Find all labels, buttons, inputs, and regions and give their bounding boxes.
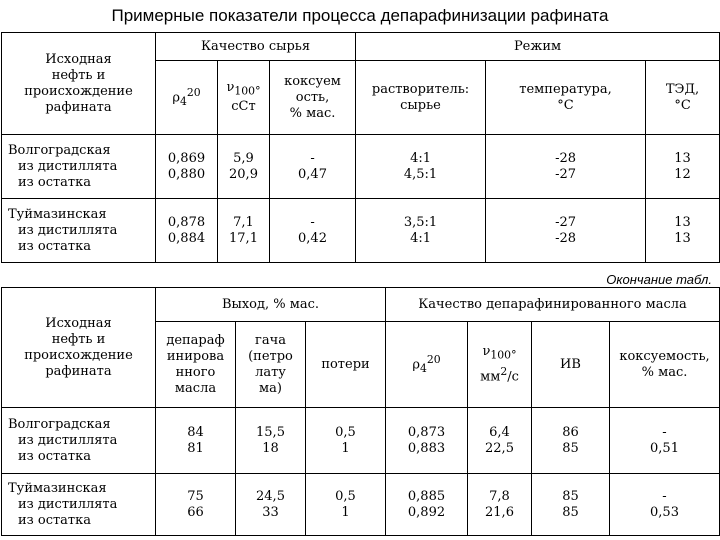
cell-losses: 0,5 1 — [306, 408, 386, 474]
col-header-ted: ТЭД, °С — [646, 61, 720, 135]
col-header-viscosity: $\nu_{100^\circ}$ сСт — [218, 61, 270, 135]
cell-coke: - 0,47 — [270, 135, 356, 199]
col-header-losses: потери — [306, 322, 386, 408]
group-header-quality: Качество сырья — [156, 33, 356, 61]
cell-ted: 13 13 — [646, 199, 720, 263]
col-header-coke: коксуемость, % мас. — [610, 322, 720, 408]
cell-density: 0,878 0,884 — [156, 199, 218, 263]
cell-density: 0,873 0,883 — [386, 408, 468, 474]
cell-density: 0,869 0,880 — [156, 135, 218, 199]
col-header-coke: коксуем ость, % мас. — [270, 61, 356, 135]
row-header-cell: Исходная нефть и происхождение рафината — [2, 288, 156, 408]
table-row — [2, 474, 720, 536]
cell-coke: - 0,53 — [610, 474, 720, 536]
cell-viscosity: 5,9 20,9 — [218, 135, 270, 199]
row-label: Туймазинская из дистиллята из остатка — [2, 474, 156, 536]
group-header-yield: Выход, % мас. — [156, 288, 386, 322]
row-label: Туймазинская из дистиллята из остатка — [2, 199, 156, 263]
row-label: Волгоградская из дистиллята из остатка — [2, 408, 156, 474]
cell-coke: - 0,42 — [270, 199, 356, 263]
cell-viscosity: 6,4 22,5 — [468, 408, 532, 474]
yield-and-product-quality-table — [1, 287, 720, 536]
cell-viscosity-index: 85 85 — [532, 474, 610, 536]
table-row — [2, 408, 720, 474]
cell-ted: 13 12 — [646, 135, 720, 199]
cell-temperature: -27 -28 — [486, 199, 646, 263]
cell-solvent-ratio: 3,5:1 4:1 — [356, 199, 486, 263]
col-header-density: $\rho_4^{20}$ — [386, 322, 468, 408]
row-label: Волгоградская из дистиллята из остатка — [2, 135, 156, 199]
cell-solvent-ratio: 4:1 4,5:1 — [356, 135, 486, 199]
col-header-gatch: гача (петро лату ма) — [236, 322, 306, 408]
document-title: Примерные показатели процесса депарафинизации рафината — [111, 6, 609, 25]
cell-dewaxed-oil: 84 81 — [156, 408, 236, 474]
col-header-viscosity: $\nu_{100^\circ}$ $мм^2/с$ — [468, 322, 532, 408]
cell-gatch: 24,5 33 — [236, 474, 306, 536]
col-header-dewaxed-oil: депараф инирова нного масла — [156, 322, 236, 408]
cell-gatch: 15,5 18 — [236, 408, 306, 474]
col-header-density: $\rho_4^{20}$ — [156, 61, 218, 135]
cell-losses: 0,5 1 — [306, 474, 386, 536]
row-header-cell: Исходная нефть и происхождение рафината — [2, 33, 156, 135]
table-row — [2, 135, 720, 199]
cell-viscosity: 7,8 21,6 — [468, 474, 532, 536]
cell-viscosity-index: 86 85 — [532, 408, 610, 474]
col-header-solvent-ratio: растворитель: сырье — [356, 61, 486, 135]
col-header-viscosity-index: ИВ — [532, 322, 610, 408]
cell-density: 0,885 0,892 — [386, 474, 468, 536]
cell-temperature: -28 -27 — [486, 135, 646, 199]
cell-viscosity: 7,1 17,1 — [218, 199, 270, 263]
table-row — [2, 199, 720, 263]
cell-dewaxed-oil: 75 66 — [156, 474, 236, 536]
col-header-temperature: температура, °С — [486, 61, 646, 135]
group-header-product-quality: Качество депарафинированного масла — [386, 288, 720, 322]
feed-and-mode-table — [1, 32, 720, 263]
cell-coke: - 0,51 — [610, 408, 720, 474]
continuation-label: Окончание табл. — [606, 272, 712, 287]
group-header-mode: Режим — [356, 33, 720, 61]
